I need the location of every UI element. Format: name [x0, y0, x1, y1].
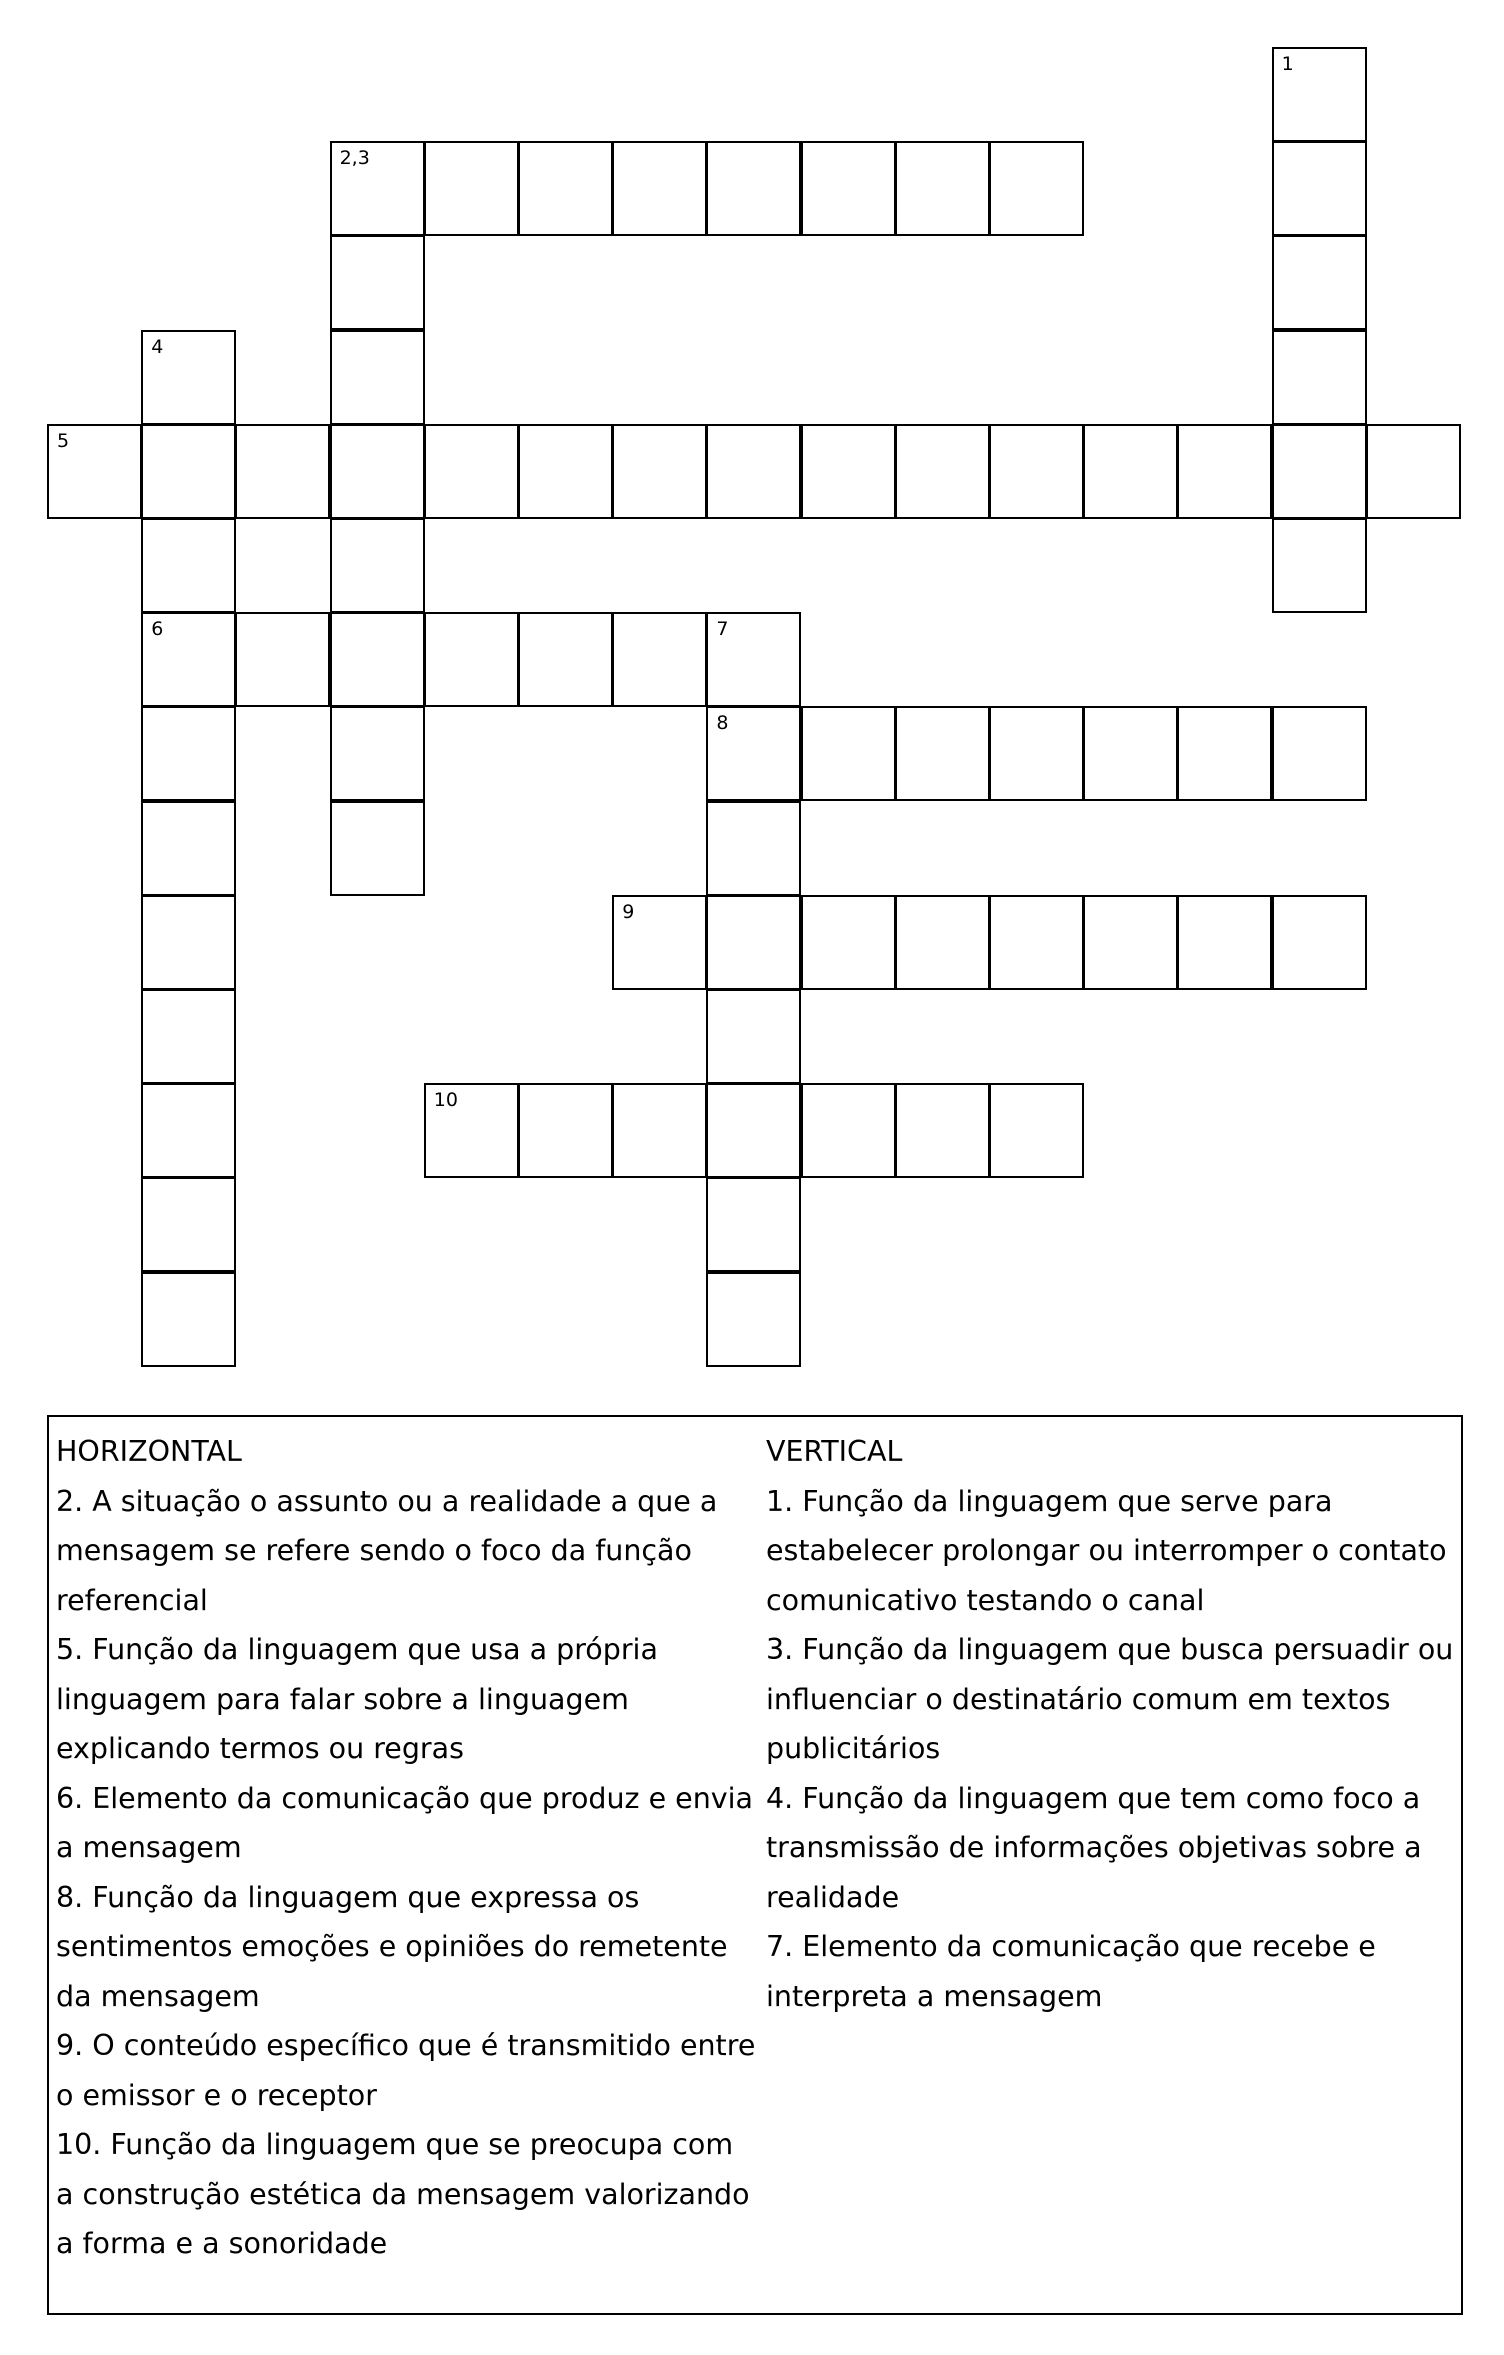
- crossword-cell[interactable]: [706, 612, 801, 707]
- clue-number: 8: [716, 712, 729, 735]
- crossword-cell[interactable]: [612, 141, 707, 236]
- clue-horizontal-9: 9. O conteúdo específico que é transmitido entre o emissor e o receptor: [56, 2029, 756, 2112]
- crossword-cell[interactable]: [706, 141, 801, 236]
- clue-horizontal-10: 10. Função da linguagem que se preocupa com a construção estética da mensagem valorizando a forma e a sonoridade: [56, 2128, 750, 2260]
- crossword-cell[interactable]: [141, 706, 236, 801]
- crossword-cell[interactable]: [518, 1083, 613, 1178]
- crossword-cell[interactable]: [424, 612, 519, 707]
- crossword-cell[interactable]: [801, 1083, 896, 1178]
- horizontal-clues: [56, 1427, 756, 2269]
- crossword-cell[interactable]: [1272, 141, 1367, 236]
- crossword-cell[interactable]: [1272, 47, 1367, 142]
- crossword-cell[interactable]: [235, 612, 330, 707]
- clue-number: 6: [151, 618, 164, 641]
- vertical-heading: VERTICAL: [766, 1435, 903, 1468]
- crossword-cell[interactable]: [141, 518, 236, 613]
- crossword-cell[interactable]: [1083, 706, 1178, 801]
- crossword-cell[interactable]: [706, 801, 801, 896]
- clue-number: 5: [57, 429, 70, 452]
- crossword-cell[interactable]: [141, 801, 236, 896]
- crossword-cell[interactable]: [1083, 424, 1178, 519]
- clue-number: 7: [716, 618, 729, 641]
- crossword-cell[interactable]: [895, 706, 990, 801]
- clue-vertical-3: 3. Função da linguagem que busca persuadir ou influenciar o destinatário comum em textos publicitários: [766, 1633, 1454, 1765]
- crossword-cell[interactable]: [518, 141, 613, 236]
- crossword-cell[interactable]: [895, 895, 990, 990]
- crossword-cell[interactable]: [989, 706, 1084, 801]
- crossword-cell[interactable]: [424, 141, 519, 236]
- crossword-cell[interactable]: [1177, 895, 1272, 990]
- crossword-cell[interactable]: [330, 706, 425, 801]
- crossword-cell[interactable]: [612, 612, 707, 707]
- crossword-cell[interactable]: [612, 895, 707, 990]
- crossword-cell[interactable]: [330, 518, 425, 613]
- crossword-cell[interactable]: [330, 424, 425, 519]
- clue-horizontal-8: 8. Função da linguagem que expressa os sentimentos emoções e opiniões do remetente da mensagem: [56, 1880, 728, 2013]
- crossword-cell[interactable]: [801, 424, 896, 519]
- crossword-cell[interactable]: [141, 895, 236, 990]
- crossword-cell[interactable]: [706, 1083, 801, 1178]
- crossword-cell[interactable]: [424, 1083, 519, 1178]
- crossword-cell[interactable]: [706, 706, 801, 801]
- crossword-cell[interactable]: [141, 989, 236, 1084]
- crossword-cell[interactable]: [801, 895, 896, 990]
- crossword-cell[interactable]: [895, 141, 990, 236]
- crossword-cell[interactable]: [518, 424, 613, 519]
- crossword-cell[interactable]: [895, 1083, 990, 1178]
- crossword-cell[interactable]: [518, 612, 613, 707]
- crossword-cell[interactable]: [1366, 424, 1461, 519]
- clue-number: 2,3: [339, 147, 370, 170]
- crossword-cell[interactable]: [1177, 706, 1272, 801]
- crossword-cell[interactable]: [330, 141, 425, 236]
- clue-number: 4: [151, 335, 164, 358]
- crossword-cell[interactable]: [235, 424, 330, 519]
- clue-number: 1: [1281, 53, 1294, 75]
- crossword-cell[interactable]: [612, 424, 707, 519]
- crossword-cell[interactable]: [141, 1272, 236, 1367]
- clue-horizontal-5: 5. Função da linguagem que usa a própria linguagem para falar sobre a linguagem explicando termos ou regras: [56, 1633, 658, 1765]
- crossword-cell[interactable]: [141, 330, 236, 425]
- horizontal-heading: HORIZONTAL: [56, 1435, 242, 1468]
- crossword-cell[interactable]: [1272, 235, 1367, 330]
- crossword-cell[interactable]: [330, 801, 425, 896]
- clue-vertical-1: 1. Função da linguagem que serve para estabelecer prolongar ou interromper o contato comunicativo testando o canal: [766, 1484, 1447, 1617]
- clue-number: 10: [433, 1089, 458, 1112]
- vertical-clues: [766, 1427, 1458, 2021]
- crossword-cell[interactable]: [801, 706, 896, 801]
- crossword-cell[interactable]: [47, 424, 142, 519]
- crossword-cell[interactable]: [330, 235, 425, 330]
- crossword-cell[interactable]: [330, 612, 425, 707]
- clue-vertical-4: 4. Função da linguagem que tem como foco a transmissão de informações objetivas sobre a realidade: [766, 1781, 1422, 1914]
- crossword-cell[interactable]: [1272, 518, 1367, 613]
- crossword-cell[interactable]: [330, 330, 425, 425]
- crossword-cell[interactable]: [141, 1177, 236, 1272]
- clues-box: [47, 1415, 1463, 2315]
- crossword-cell[interactable]: [1083, 895, 1178, 990]
- crossword-cell[interactable]: [1272, 895, 1367, 990]
- clue-horizontal-6: 6. Elemento da comunicação que produz e envia a mensagem: [56, 1781, 754, 1864]
- crossword-cell[interactable]: [989, 424, 1084, 519]
- crossword-cell[interactable]: [706, 1272, 801, 1367]
- clue-vertical-7: 7. Elemento da comunicação que recebe e interpreta a mensagem: [766, 1930, 1376, 2013]
- crossword-cell[interactable]: [1272, 706, 1367, 801]
- crossword-cell[interactable]: [141, 1083, 236, 1178]
- crossword-cell[interactable]: [989, 1083, 1084, 1178]
- crossword-cell[interactable]: [424, 424, 519, 519]
- crossword-cell[interactable]: [801, 141, 896, 236]
- clue-horizontal-2: 2. A situação o assunto ou a realidade a que a mensagem se refere sendo o foco da função referencial: [56, 1484, 718, 1617]
- clue-number: 9: [622, 900, 635, 923]
- crossword-cell[interactable]: [989, 895, 1084, 990]
- crossword-cell[interactable]: [1272, 330, 1367, 425]
- crossword-cell[interactable]: [1272, 424, 1367, 519]
- crossword-cell[interactable]: [989, 141, 1084, 236]
- crossword-cell[interactable]: [1177, 424, 1272, 519]
- crossword-cell[interactable]: [706, 989, 801, 1084]
- crossword-cell[interactable]: [141, 424, 236, 519]
- crossword-cell[interactable]: [895, 424, 990, 519]
- crossword-cell[interactable]: [612, 1083, 707, 1178]
- crossword-cell[interactable]: [706, 1177, 801, 1272]
- crossword-cell[interactable]: [706, 895, 801, 990]
- crossword-cell[interactable]: [141, 612, 236, 707]
- crossword-cell[interactable]: [706, 424, 801, 519]
